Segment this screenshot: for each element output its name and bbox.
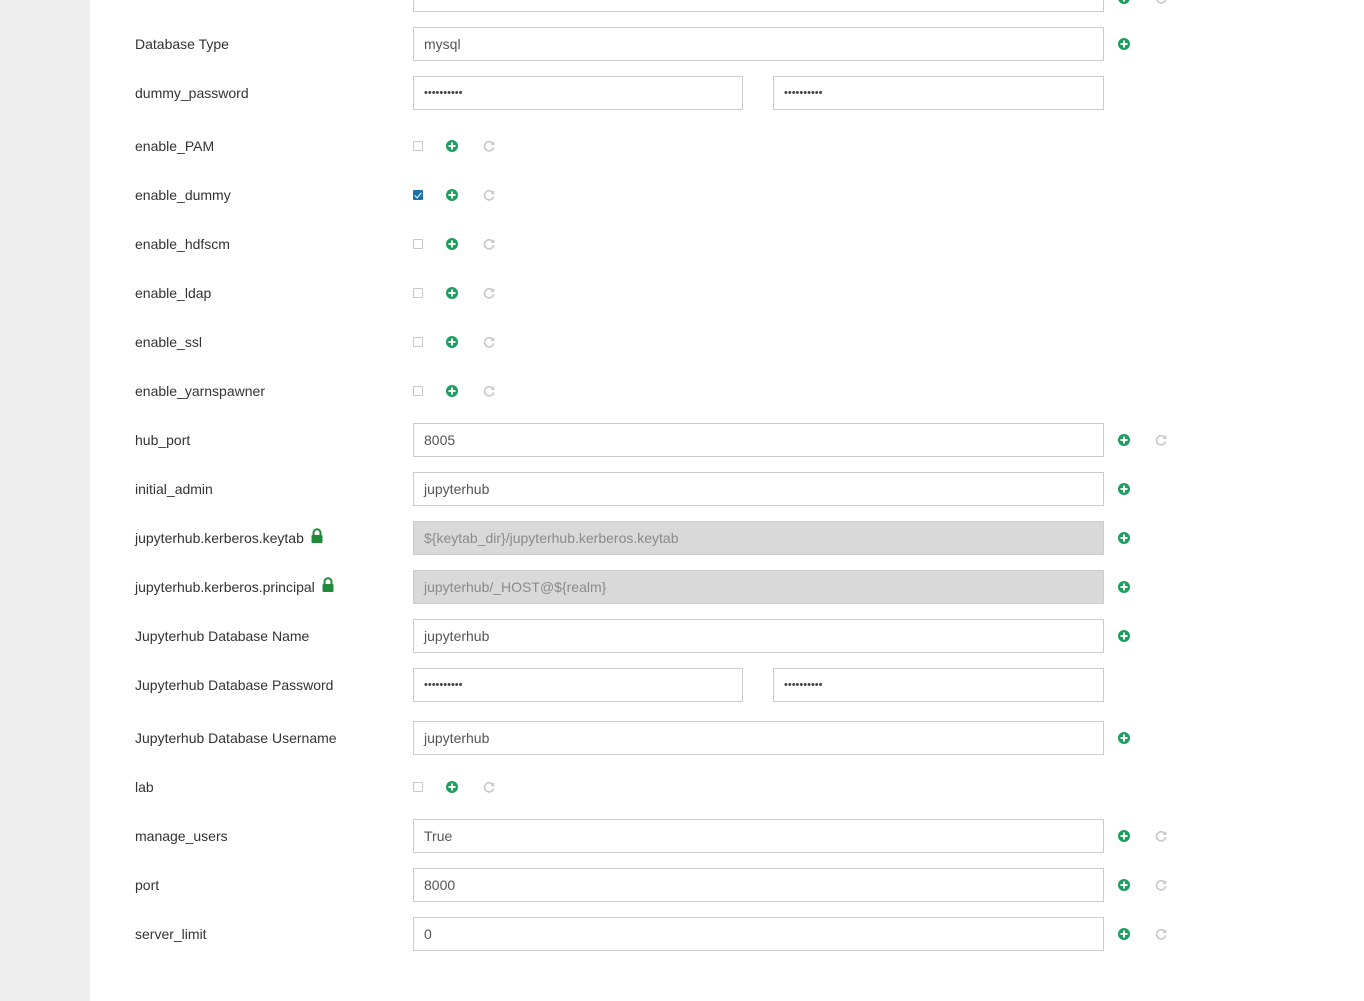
field-label xyxy=(135,276,211,317)
field-label xyxy=(135,374,265,415)
config-row-database-type xyxy=(90,27,1364,67)
db-password-confirm-input[interactable]: •••••••••• xyxy=(773,668,1104,702)
field-label xyxy=(135,770,154,811)
kerberos-principal-input: jupyterhub/_HOST@${realm} xyxy=(413,570,1104,604)
label-text: enable_ldap xyxy=(135,285,212,301)
add-override-icon[interactable] xyxy=(445,780,459,794)
add-override-icon[interactable] xyxy=(1117,37,1131,51)
undo-icon[interactable] xyxy=(482,384,496,398)
add-override-icon[interactable] xyxy=(445,335,459,349)
config-row-hub-port xyxy=(90,423,1364,463)
field-label xyxy=(135,868,159,909)
field-label xyxy=(135,619,309,660)
undo-icon[interactable] xyxy=(482,237,496,251)
field-label xyxy=(135,423,190,464)
field-label xyxy=(135,129,214,170)
label-text: enable_dummy xyxy=(135,187,231,203)
field-label xyxy=(135,178,231,219)
undo-icon[interactable] xyxy=(482,188,496,202)
manage-users-input[interactable]: True xyxy=(413,819,1104,853)
config-row-kerberos-principal xyxy=(90,570,1364,610)
field-label xyxy=(135,472,213,513)
enable-dummy-checkbox[interactable] xyxy=(413,190,423,200)
add-override-icon[interactable] xyxy=(1117,0,1131,5)
label-text: enable_yarnspawner xyxy=(135,383,265,399)
config-row-enable-yarnspawner xyxy=(90,374,1364,414)
dummy-password-confirm-input[interactable]: •••••••••• xyxy=(773,76,1104,110)
add-override-icon[interactable] xyxy=(1117,878,1131,892)
enable-ldap-checkbox[interactable] xyxy=(413,288,423,298)
add-override-icon[interactable] xyxy=(445,139,459,153)
initial-admin-input[interactable]: jupyterhub xyxy=(413,472,1104,506)
label-text: Jupyterhub Database Name xyxy=(135,628,310,644)
add-override-icon[interactable] xyxy=(1117,580,1131,594)
field-label xyxy=(135,917,207,958)
lab-checkbox[interactable] xyxy=(413,782,423,792)
add-override-icon[interactable] xyxy=(445,286,459,300)
label-text: hub_port xyxy=(135,432,191,448)
enable-ssl-checkbox[interactable] xyxy=(413,337,423,347)
label-text: Database Type xyxy=(135,36,229,52)
add-override-icon[interactable] xyxy=(1117,531,1131,545)
config-row-enable-hdfscm xyxy=(90,227,1364,267)
undo-icon[interactable] xyxy=(482,139,496,153)
db-password-input[interactable]: •••••••••• xyxy=(413,668,743,702)
label-text: port xyxy=(135,877,160,893)
add-override-icon[interactable] xyxy=(1117,629,1131,643)
config-row-enable-ssl xyxy=(90,325,1364,365)
database-type-input[interactable]: mysql xyxy=(413,27,1104,61)
add-override-icon[interactable] xyxy=(445,237,459,251)
label-text: dummy_password xyxy=(135,85,249,101)
undo-icon[interactable] xyxy=(482,780,496,794)
config-row-db-password xyxy=(90,668,1364,708)
config-row-manage-users xyxy=(90,819,1364,859)
label-text: jupyterhub.kerberos.principal xyxy=(135,579,315,595)
lock-icon xyxy=(310,528,324,544)
add-override-icon[interactable] xyxy=(445,384,459,398)
label-text: enable_ssl xyxy=(135,334,202,350)
left-gutter xyxy=(0,0,90,1001)
config-row-lab xyxy=(90,770,1364,810)
undo-icon[interactable] xyxy=(482,335,496,349)
enable-yarnspawner-checkbox[interactable] xyxy=(413,386,423,396)
config-row-enable-dummy xyxy=(90,178,1364,218)
lock-icon xyxy=(321,577,335,593)
config-row-dummy-password xyxy=(90,76,1364,116)
label-text: enable_PAM xyxy=(135,138,215,154)
add-override-icon[interactable] xyxy=(1117,482,1131,496)
field-label xyxy=(135,325,202,366)
label-text: server_limit xyxy=(135,926,207,942)
field-label xyxy=(135,227,230,268)
label-text: lab xyxy=(135,779,154,795)
add-override-icon[interactable] xyxy=(445,188,459,202)
enable-pam-checkbox[interactable] xyxy=(413,141,423,151)
field-label xyxy=(135,819,228,860)
field-label xyxy=(135,570,335,611)
db-name-input[interactable]: jupyterhub xyxy=(413,619,1104,653)
field-label xyxy=(135,27,229,68)
config-row-db-username xyxy=(90,721,1364,761)
config-row-enable-pam xyxy=(90,129,1364,169)
port-input[interactable]: 8000 xyxy=(413,868,1104,902)
dummy-password-input[interactable]: •••••••••• xyxy=(413,76,743,110)
hub-port-input[interactable]: 8005 xyxy=(413,423,1104,457)
enable-hdfscm-checkbox[interactable] xyxy=(413,239,423,249)
config-form xyxy=(90,0,1364,1001)
config-row-server-limit xyxy=(90,917,1364,957)
field-label xyxy=(135,721,337,762)
config-row-port xyxy=(90,868,1364,908)
label-text: jupyterhub.kerberos.keytab xyxy=(135,530,304,546)
add-override-icon[interactable] xyxy=(1117,731,1131,745)
undo-icon[interactable] xyxy=(1154,433,1168,447)
db-username-input[interactable]: jupyterhub xyxy=(413,721,1104,755)
field-label xyxy=(135,76,249,117)
label-text: initial_admin xyxy=(135,481,213,497)
config-row-enable-ldap xyxy=(90,276,1364,316)
config-row-db-name xyxy=(90,619,1364,659)
label-text: Jupyterhub Database Username xyxy=(135,730,337,746)
server-limit-input[interactable]: 0 xyxy=(413,917,1104,951)
config-row-cut-off xyxy=(90,0,1364,18)
add-override-icon[interactable] xyxy=(1117,829,1131,843)
config-row-kerberos-keytab xyxy=(90,521,1364,561)
undo-icon[interactable] xyxy=(1154,878,1168,892)
add-override-icon[interactable] xyxy=(1117,433,1131,447)
undo-icon[interactable] xyxy=(1154,927,1168,941)
cut-off-input[interactable] xyxy=(413,0,1104,12)
field-label xyxy=(135,521,324,562)
undo-icon[interactable] xyxy=(1154,829,1168,843)
add-override-icon[interactable] xyxy=(1117,927,1131,941)
label-text: enable_hdfscm xyxy=(135,236,230,252)
label-text: Jupyterhub Database Password xyxy=(135,677,334,693)
undo-icon[interactable] xyxy=(482,286,496,300)
undo-icon[interactable] xyxy=(1154,0,1168,5)
kerberos-keytab-input: ${keytab_dir}/jupyterhub.kerberos.keytab xyxy=(413,521,1104,555)
label-text: manage_users xyxy=(135,828,228,844)
config-row-initial-admin xyxy=(90,472,1364,512)
field-label xyxy=(135,668,333,709)
